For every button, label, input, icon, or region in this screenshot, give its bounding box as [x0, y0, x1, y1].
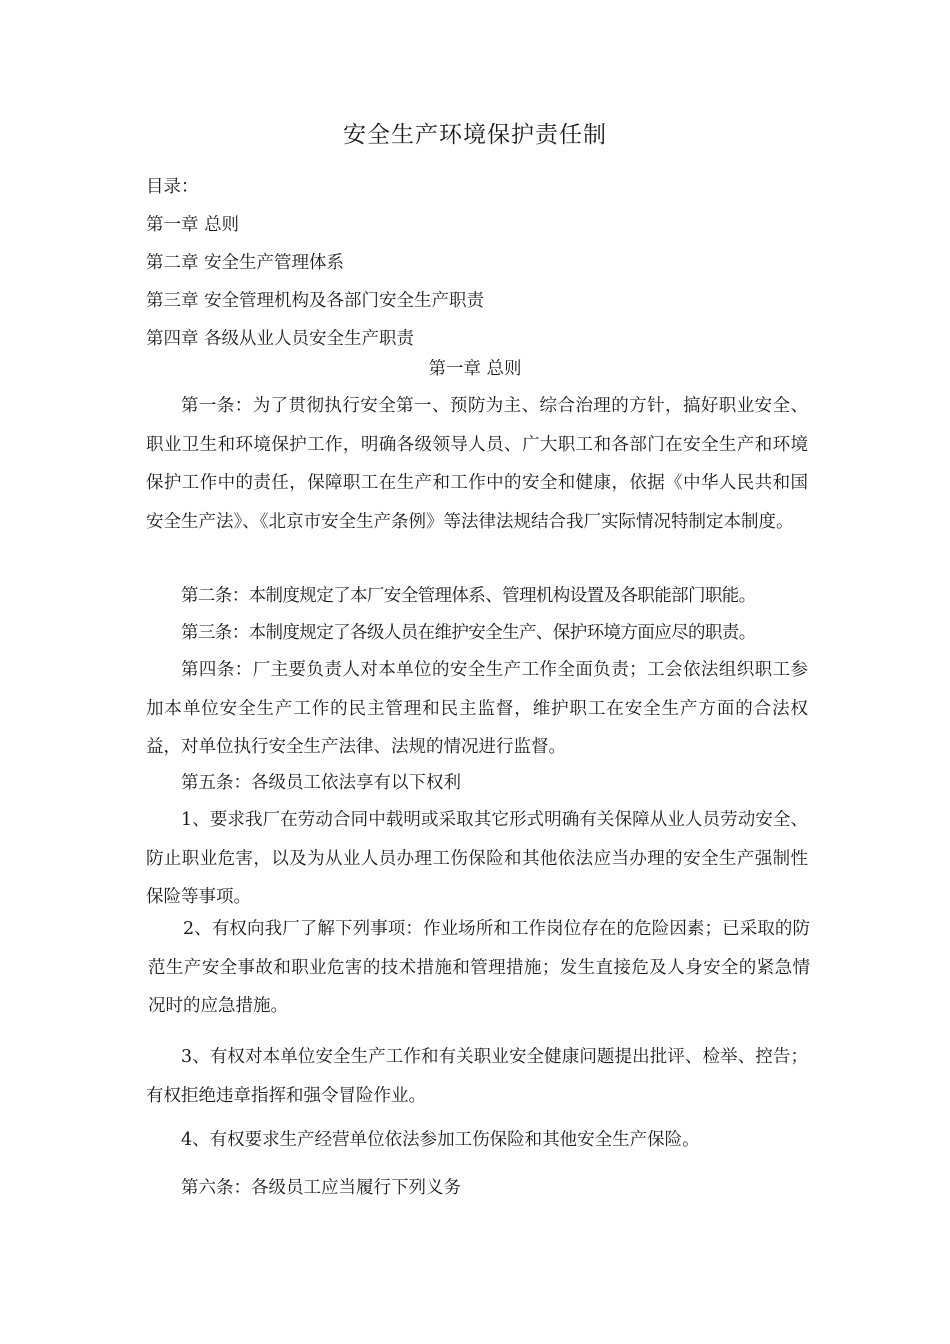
article-2-block [146, 577, 808, 616]
right-2-block [148, 910, 810, 1026]
right-4-block [146, 1121, 808, 1160]
right-item-1: 1、要求我厂在劳动合同中载明或采取其它形式明确有关保障从业人员劳动安全、防止职业危害，以及为从业人员办理工伤保险和其他依法应当办理的安全生产强制性保险等事项。 [146, 810, 808, 907]
right-3-block [146, 1038, 808, 1115]
right-item-2: 2、有权向我厂了解下列事项：作业场所和工作岗位存在的危险因素；已采取的防范生产安全事故和职业危害的技术措施和管理措施；发生直接危及人身安全的紧急情况时的应急措施。 [148, 919, 810, 1016]
article-4-block [146, 651, 808, 767]
toc-item: 第二章 安全生产管理体系 [146, 253, 345, 273]
article-6: 第六条：各级员工应当履行下列义务 [181, 1178, 461, 1198]
toc-heading: 目录： [146, 177, 199, 197]
article-6-block [146, 1169, 808, 1208]
toc-item: 第一章 总则 [146, 215, 240, 235]
toc-item: 第四章 各级从业人员安全生产职责 [146, 329, 415, 349]
right-1-block [146, 801, 808, 917]
document-title: 安全生产环境保护责任制 [343, 122, 607, 148]
article-3-block [146, 614, 808, 653]
right-item-3: 3、有权对本单位安全生产工作和有关职业安全健康问题提出批评、检举、控告；有权拒绝违章指挥和强令冒险作业。 [146, 1047, 808, 1106]
article-3: 第三条：本制度规定了各级人员在维护安全生产、保护环境方面应尽的职责。 [181, 623, 756, 643]
right-item-4: 4、有权要求生产经营单位依法参加工伤保险和其他安全生产保险。 [181, 1130, 700, 1150]
article-5-block [146, 764, 808, 803]
chapter-heading: 第一章 总则 [428, 359, 522, 379]
article-1-block [146, 387, 808, 541]
article-5: 第五条：各级员工依法享有以下权利 [181, 773, 461, 793]
toc-item: 第三章 安全管理机构及各部门安全生产职责 [146, 291, 485, 311]
table-of-contents [146, 168, 806, 358]
article-2: 第二条：本制度规定了本厂安全管理体系、管理机构设置及各职能部门职能。 [181, 586, 756, 606]
article-4: 第四条：厂主要负责人对本单位的安全生产工作全面负责；工会依法组织职工参加本单位安全生产工作的民主管理和民主监督，维护职工在安全生产方面的合法权益，对单位执行安全生产法律、法规的情况进行监督。 [146, 660, 808, 757]
article-1: 第一条：为了贯彻执行安全第一、预防为主、综合治理的方针，搞好职业安全、职业卫生和环境保护工作，明确各级领导人员、广大职工和各部门在安全生产和环境保护工作中的责任，保障职工在生产和工作中的安全和健康，依据《中华人民共和国安全生产法》、《北京市安全生产条例》等法律法规结合我厂实际情况特制定本制度。 [146, 396, 808, 532]
